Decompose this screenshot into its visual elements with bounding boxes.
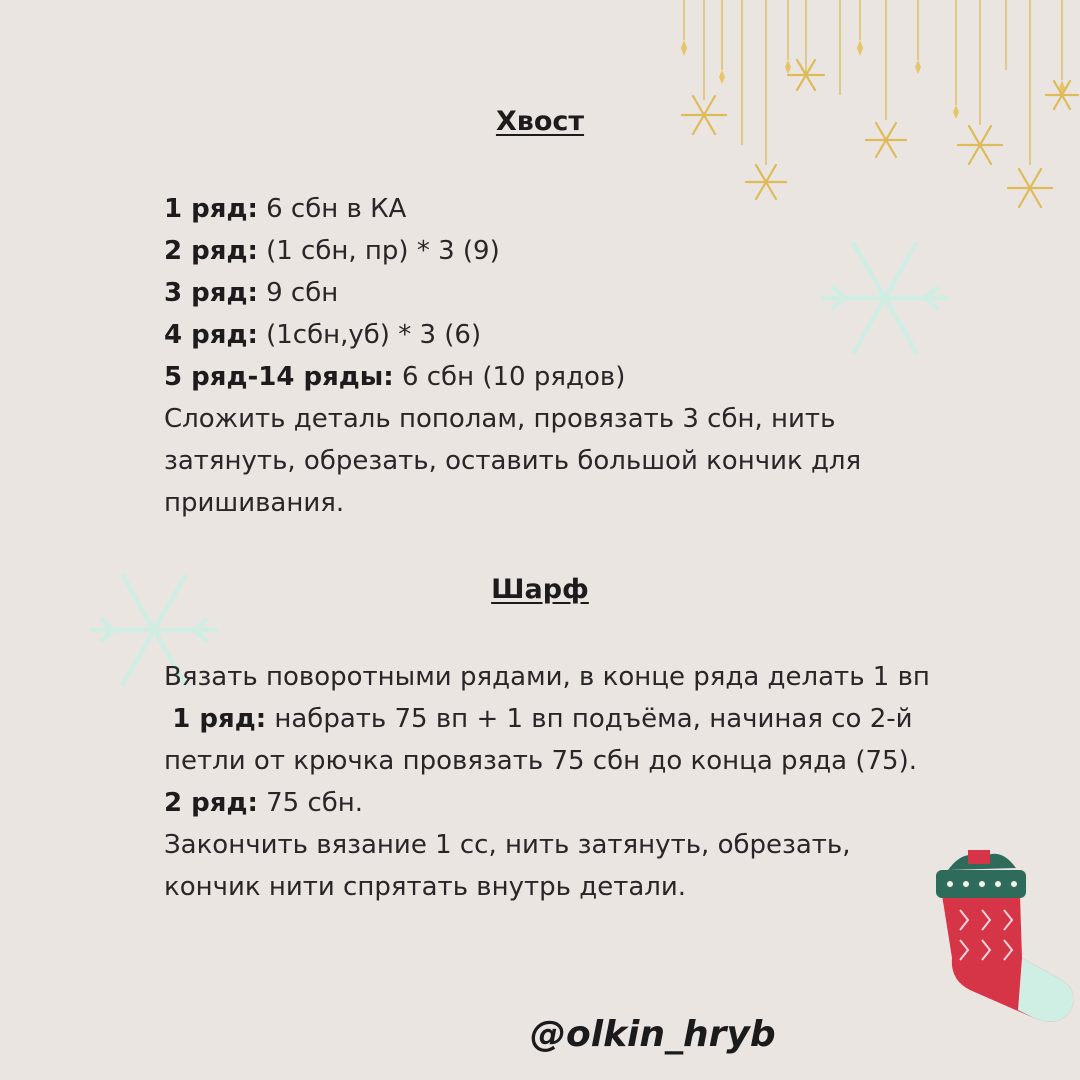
row-text: (1сбн,уб) * 3 (6) [257, 320, 482, 350]
tail-note-line: пришивания. [164, 488, 345, 518]
scarf-finish-line: кончик нити спрятать внутрь детали. [164, 872, 687, 902]
row-text: набрать 75 вп + 1 вп подъёма, начиная со 2-й [266, 704, 913, 734]
scarf-finish-line: Закончить вязание 1 сс, нить затянуть, обрезать, [164, 830, 851, 860]
tail-row-4 [164, 314, 1024, 356]
row-label: 2 ряд: [164, 236, 258, 266]
row-text: 9 сбн [257, 278, 339, 308]
scarf-intro: Вязать поворотными рядами, в конце ряда делать 1 вп [164, 662, 930, 692]
tail-row-2 [164, 230, 1024, 272]
scarf-row-1 [164, 698, 1024, 740]
scarf-instructions [164, 656, 1024, 908]
row-label: 3 ряд: [164, 278, 258, 308]
tail-row-5-14 [164, 356, 1024, 398]
row-text: 6 сбн (10 рядов) [393, 362, 626, 392]
scarf-title: Шарф [491, 574, 589, 605]
row-text: 75 сбн. [257, 788, 364, 818]
row-label: 1 ряд: [164, 194, 258, 224]
scarf-row-2 [164, 782, 1024, 824]
row-label: 4 ряд: [164, 320, 258, 350]
row-text: 6 сбн в КА [257, 194, 407, 224]
row-text: (1 сбн, пр) * 3 (9) [257, 236, 500, 266]
tail-title: Хвост [495, 106, 585, 137]
tail-note-line: Сложить деталь пополам, провязать 3 сбн, нить [164, 404, 836, 434]
tail-instructions [164, 188, 1024, 524]
row-label: 1 ряд: [172, 704, 267, 734]
tail-note-line: затянуть, обрезать, оставить большой кончик для [164, 446, 862, 476]
row-label: 2 ряд: [164, 788, 258, 818]
scarf-row-1-continued: петли от крючка провязать 75 сбн до конца ряда (75). [164, 746, 918, 776]
tail-row-1 [164, 188, 1024, 230]
author-handle: @olkin_hryb [530, 1014, 776, 1055]
tail-row-3 [164, 272, 1024, 314]
row-label: 5 ряд-14 ряды: [164, 362, 394, 392]
